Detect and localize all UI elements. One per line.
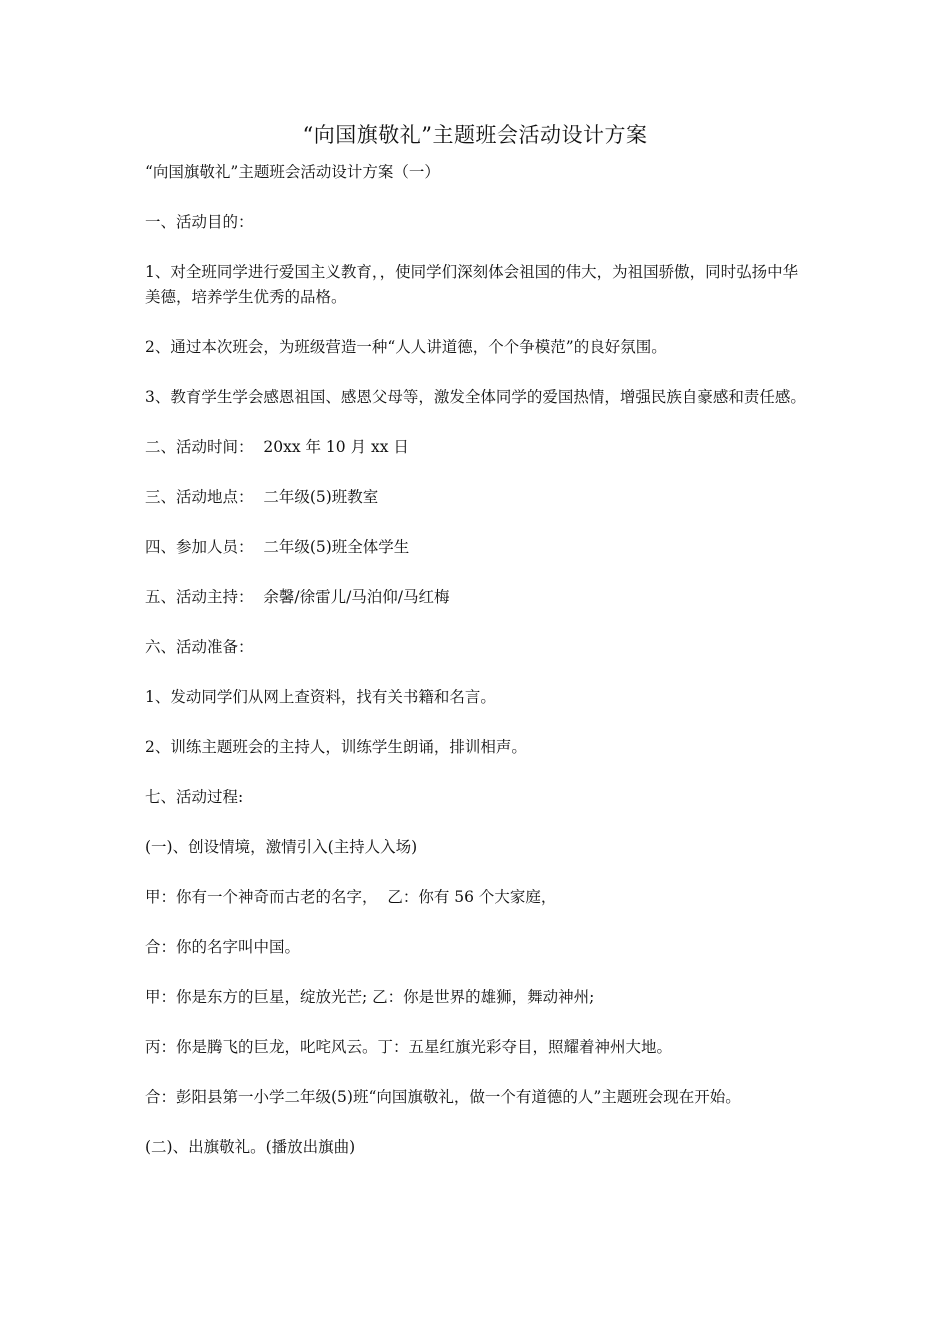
dialogue-line: 合：你的名字叫中国。 (145, 938, 301, 956)
purpose-item-3: 3、教育学生学会感恩祖国、感恩父母等，激发全体同学的爱国热情，增强民族自豪感和责任感。 (145, 388, 806, 406)
heading-preparation: 六、活动准备： (145, 638, 254, 656)
purpose-item-1: 1、对全班同学进行爱国主义教育，，使同学们深刻体会祖国的伟大，为祖国骄傲，同时弘扬中华美德，培养学生优秀的品格。 (145, 263, 799, 306)
activity-location: 三、活动地点： 二年级(5)班教室 (145, 488, 379, 506)
dialogue-line: 丙：你是腾飞的巨龙，叱咤风云。丁：五星红旗光彩夺目，照耀着神州大地。 (145, 1038, 673, 1056)
process-step-2: (二)、出旗敬礼。(播放出旗曲) (145, 1138, 356, 1156)
dialogue-line: 合：彭阳县第一小学二年级(5)班“向国旗敬礼，做一个有道德的人”主题班会现在开始。 (145, 1088, 741, 1106)
participants: 四、参加人员： 二年级(5)班全体学生 (145, 538, 410, 556)
heading-activity-purpose: 一、活动目的： (145, 213, 254, 231)
hosts: 五、活动主持： 余馨/徐雷儿/马泊仰/马红梅 (145, 588, 450, 606)
document-body (145, 160, 810, 1185)
dialogue-line: 甲：你有一个神奇而古老的名字， 乙：你有 56 个大家庭， (145, 888, 557, 906)
preparation-item-2: 2、训练主题班会的主持人，训练学生朗诵，排训相声。 (145, 738, 527, 756)
purpose-item-2: 2、通过本次班会，为班级营造一种“人人讲道德，个个争模范”的良好氛围。 (145, 338, 667, 356)
heading-process: 七、活动过程: (145, 788, 244, 806)
dialogue-line: 甲：你是东方的巨星，绽放光芒; 乙：你是世界的雄狮，舞动神州; (145, 988, 595, 1006)
preparation-item-1: 1、发动同学们从网上查资料，找有关书籍和名言。 (145, 688, 496, 706)
activity-time: 二、活动时间： 20xx 年 10 月 xx 日 (145, 438, 409, 456)
document-title: “向国旗敬礼”主题班会活动设计方案 (302, 123, 648, 147)
section-subtitle: “向国旗敬礼”主题班会活动设计方案（一） (145, 163, 440, 181)
process-step-1: (一)、创设情境，激情引入(主持人入场) (145, 838, 418, 856)
